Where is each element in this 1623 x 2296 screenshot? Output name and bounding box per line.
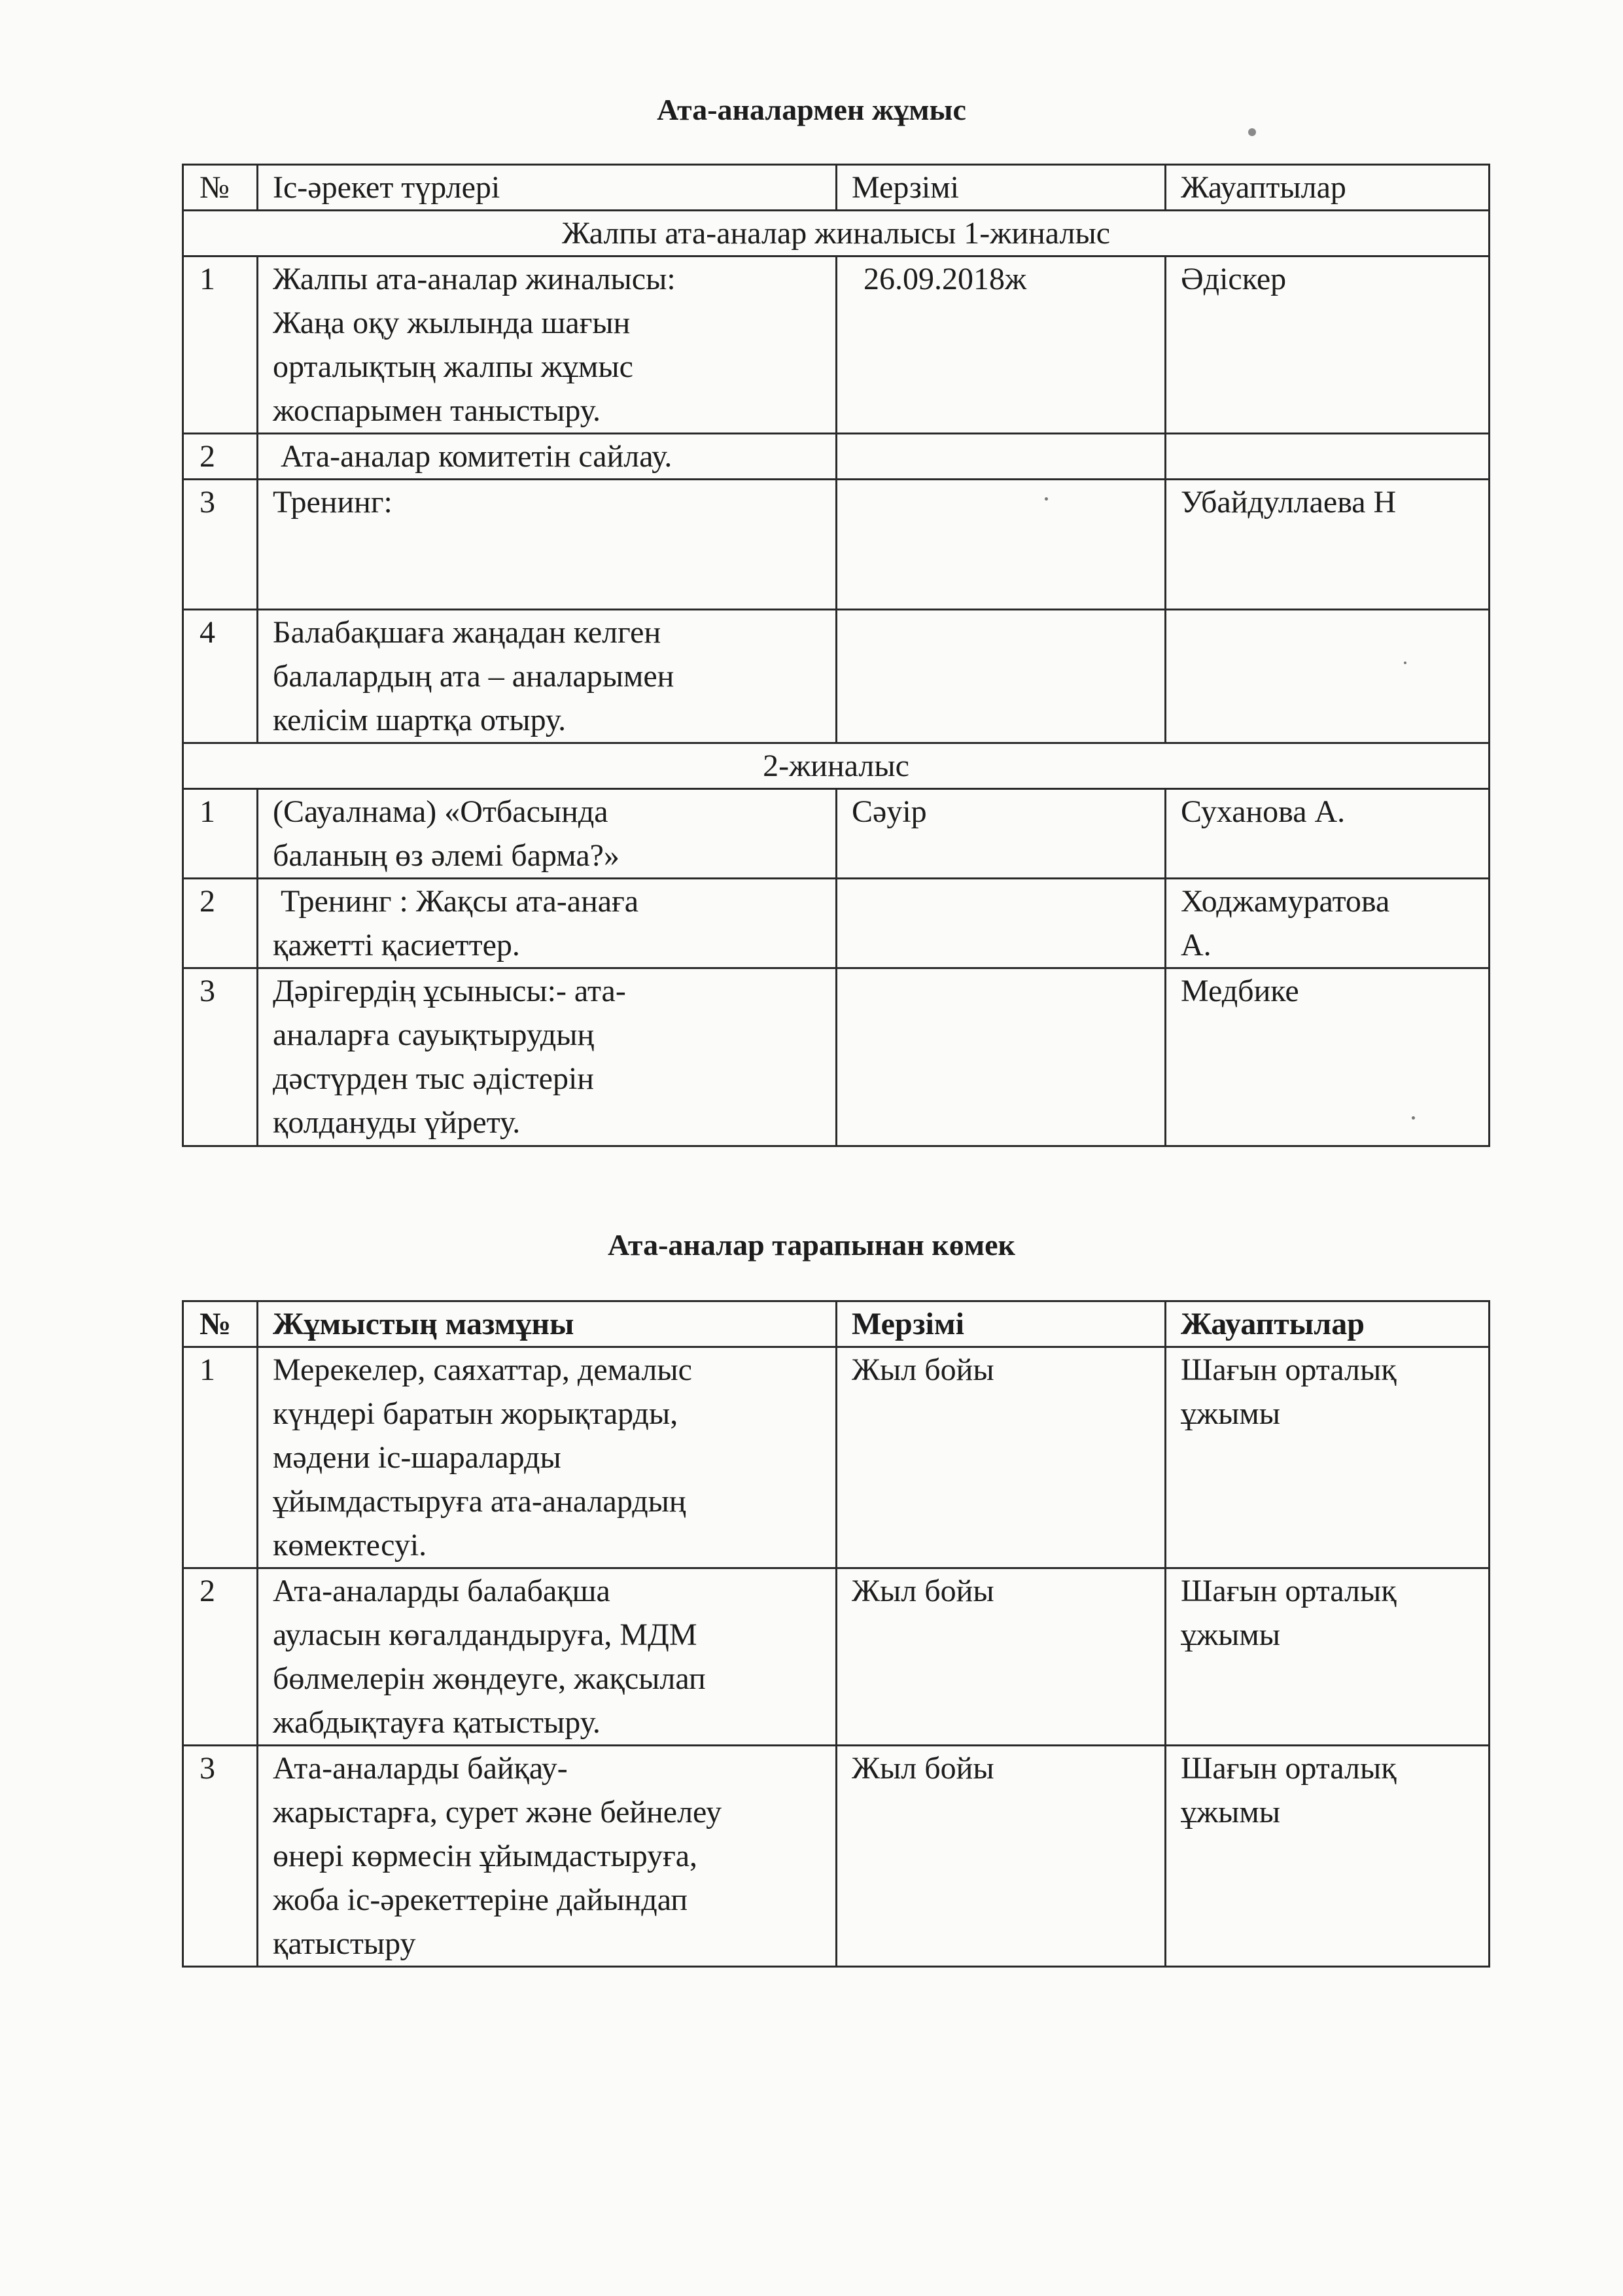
header-responsible: Жауаптылар xyxy=(1166,165,1490,211)
content-line: Ата-аналарды байқау- xyxy=(273,1751,568,1786)
table-row xyxy=(183,480,1490,610)
content-line: Ата-аналарды балабақша xyxy=(273,1574,610,1608)
content-line: күндері баратын жорықтарды, xyxy=(273,1396,678,1431)
table-row xyxy=(183,1746,1490,1967)
row-number: 2 xyxy=(183,434,258,480)
row-number: 3 xyxy=(183,480,258,610)
content-line: ауласын көгалдандыруға, МДМ xyxy=(273,1617,697,1652)
activity-cell xyxy=(258,789,837,879)
activity-line: (Сауалнама) «Отбасында xyxy=(273,794,608,829)
content-line: көмектесуі. xyxy=(273,1528,427,1563)
content-line: жарыстарға, сурет және бейнелеу xyxy=(273,1795,722,1829)
section-title-parent-help: Ата-аналар тарапынан көмек xyxy=(607,1228,1016,1262)
responsible-cell xyxy=(1166,1746,1490,1967)
parent-work-table xyxy=(182,164,1490,1147)
row-number: 1 xyxy=(183,789,258,879)
scan-speck xyxy=(1248,128,1256,136)
scan-speck xyxy=(1404,662,1406,664)
responsible-cell: Убайдуллаева Н xyxy=(1166,480,1490,610)
responsible-line: Шағын орталық xyxy=(1181,1751,1397,1786)
activity-cell xyxy=(258,256,837,434)
responsible-line: ұжымы xyxy=(1181,1795,1281,1829)
content-line: жабдықтауға қатыстыру. xyxy=(273,1705,601,1740)
activity-cell xyxy=(258,968,837,1146)
table-row xyxy=(183,256,1490,434)
activity-cell: Ата-аналар комитетін сайлау. xyxy=(258,434,837,480)
group-label: 2-жиналыс xyxy=(183,743,1490,789)
date-cell: Жыл бойы xyxy=(837,1347,1166,1568)
responsible-cell xyxy=(1166,434,1490,480)
date-cell xyxy=(837,480,1166,610)
activity-cell: Тренинг: xyxy=(258,480,837,610)
activity-line: орталықтың жалпы жұмыс xyxy=(273,349,633,384)
responsible-line: ұжымы xyxy=(1181,1396,1281,1431)
scan-speck xyxy=(1045,497,1048,501)
activity-line: аналарға сауықтырудың xyxy=(273,1017,595,1052)
responsible-cell xyxy=(1166,1347,1490,1568)
content-line: қатыстыру xyxy=(273,1926,416,1961)
responsible-cell xyxy=(1166,879,1490,968)
activity-line: баланың өз әлемі барма?» xyxy=(273,838,620,873)
header-work-content: Жұмыстың мазмұны xyxy=(258,1301,837,1347)
group-row-meeting-2 xyxy=(183,743,1490,789)
activity-line: дәстүрден тыс әдістерін xyxy=(273,1061,594,1096)
activity-line: қолдануды үйрету. xyxy=(273,1105,521,1140)
content-line: мәдени іс-шараларды xyxy=(273,1440,561,1475)
activity-line: Дәрігердің ұсынысы:- ата- xyxy=(273,974,626,1008)
date-cell xyxy=(837,879,1166,968)
activity-line: Балабақшаға жаңадан келген xyxy=(273,615,661,650)
responsible-cell: Әдіскер xyxy=(1166,256,1490,434)
table-row xyxy=(183,789,1490,879)
table-header-row xyxy=(183,165,1490,211)
responsible-cell: Суханова А. xyxy=(1166,789,1490,879)
row-number: 2 xyxy=(183,879,258,968)
header-activity-types: Іс-әрекет түрлері xyxy=(258,165,837,211)
table-header-row xyxy=(183,1301,1490,1347)
content-line: ұйымдастыруға ата-аналардың xyxy=(273,1484,686,1519)
table-row xyxy=(183,610,1490,743)
content-cell xyxy=(258,1746,837,1967)
responsible-line: А. xyxy=(1181,928,1212,963)
row-number: 1 xyxy=(183,1347,258,1568)
date-cell: Сәуір xyxy=(837,789,1166,879)
header-number: № xyxy=(183,165,258,211)
date-cell: Жыл бойы xyxy=(837,1746,1166,1967)
row-number: 3 xyxy=(183,1746,258,1967)
header-responsible: Жауаптылар xyxy=(1166,1301,1490,1347)
table-row xyxy=(183,1347,1490,1568)
table-row xyxy=(183,968,1490,1146)
responsible-line: Шағын орталық xyxy=(1181,1352,1397,1387)
activity-cell xyxy=(258,610,837,743)
content-cell xyxy=(258,1568,837,1746)
activity-line: Жалпы ата-аналар жиналысы: xyxy=(273,262,676,296)
header-deadline: Мерзімі xyxy=(837,165,1166,211)
header-deadline: Мерзімі xyxy=(837,1301,1166,1347)
responsible-line: Шағын орталық xyxy=(1181,1574,1397,1608)
responsible-cell: Медбике xyxy=(1166,968,1490,1146)
date-cell: Жыл бойы xyxy=(837,1568,1166,1746)
table-row xyxy=(183,1568,1490,1746)
group-row-meeting-1 xyxy=(183,211,1490,256)
activity-line: Жаңа оқу жылында шағын xyxy=(273,306,631,340)
content-line: Мерекелер, саяхаттар, демалыс xyxy=(273,1352,692,1387)
content-line: бөлмелерін жөндеуге, жақсылап xyxy=(273,1661,706,1696)
date-cell xyxy=(837,610,1166,743)
activity-line: Тренинг : Жақсы ата-анаға xyxy=(281,884,639,919)
date-cell: 26.09.2018ж xyxy=(837,256,1166,434)
table-row xyxy=(183,434,1490,480)
content-line: жоба іс-әрекеттеріне дайындап xyxy=(273,1882,688,1917)
parent-help-table xyxy=(182,1300,1490,1968)
activity-line: балалардың ата – аналарымен xyxy=(273,659,674,694)
responsible-cell xyxy=(1166,1568,1490,1746)
group-label: Жалпы ата-аналар жиналысы 1-жиналыс xyxy=(183,211,1490,256)
responsible-line: ұжымы xyxy=(1181,1617,1281,1652)
header-number: № xyxy=(183,1301,258,1347)
responsible-line: Ходжамуратова xyxy=(1181,884,1390,919)
row-number: 1 xyxy=(183,256,258,434)
table-row xyxy=(183,879,1490,968)
row-number: 3 xyxy=(183,968,258,1146)
date-cell xyxy=(837,968,1166,1146)
content-cell xyxy=(258,1347,837,1568)
content-line: өнері көрмесін ұйымдастыруға, xyxy=(273,1839,698,1873)
row-number: 2 xyxy=(183,1568,258,1746)
scan-speck xyxy=(1412,1116,1415,1120)
activity-cell xyxy=(258,879,837,968)
activity-line: келісім шартқа отыру. xyxy=(273,703,567,737)
activity-line: қажетті қасиеттер. xyxy=(273,928,520,963)
section-title-parent-work: Ата-аналармен жұмыс xyxy=(657,93,966,126)
activity-line: жоспарымен таныстыру. xyxy=(273,393,601,428)
responsible-cell xyxy=(1166,610,1490,743)
row-number: 4 xyxy=(183,610,258,743)
date-cell xyxy=(837,434,1166,480)
